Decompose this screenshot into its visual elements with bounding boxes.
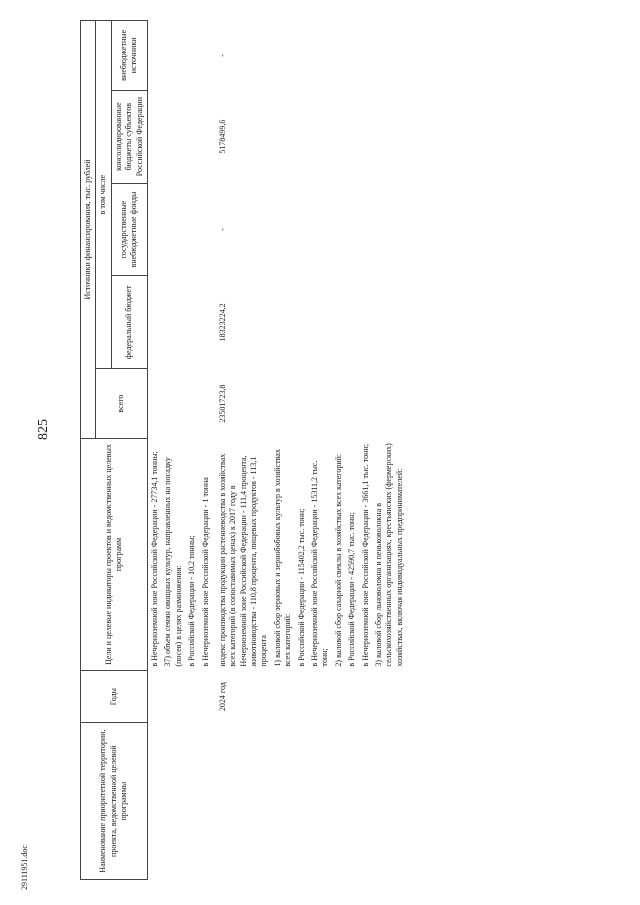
indicator-text: 2) валовой сбор сахарной свеклы в хозяйствах всех категорий: — [333, 453, 343, 667]
page-number: 825 — [36, 419, 51, 440]
header-name: Наименование приоритетной территории, проекта, ведомственной целевой программы — [81, 723, 148, 880]
header-including: в том числе — [96, 21, 111, 369]
header-state-funds: государственные внебюджетные фонды — [111, 183, 147, 276]
indicator-text: в Нечерноземной зоне Российской Федерации - 15311,2 тыс. тонн; — [310, 460, 330, 667]
indicator-text: в Российской Федерации - 42590,7 тыс. тонн; — [347, 512, 357, 667]
indicator-text: в Нечерноземной зоне Российской Федерации - 1 тонна — [200, 477, 210, 667]
header-goals: Цели и целевые индикаторы проектов и ведомственных целевых программ — [81, 438, 148, 670]
cell-extrabudget: - — [217, 54, 227, 57]
cell-total: 23501723,8 — [217, 384, 227, 423]
indicator-text: в Нечерноземной зоне Российской Федерации - 27734,1 тонны; — [149, 451, 159, 667]
cell-regional — [147, 90, 215, 183]
funding-table — [80, 20, 410, 880]
cell-name — [147, 723, 215, 880]
cell-name — [216, 723, 410, 880]
indicator-text: 37) объем семян овощных культур, направленных на посадку (посев) в целях размножения: — [163, 457, 183, 667]
cell-state-funds: - — [217, 228, 227, 231]
cell-regional: 5178499,6 — [217, 119, 227, 154]
table-row — [147, 21, 215, 880]
rotated-table-page — [80, 20, 600, 880]
indicator-text: 1) валовой сбор зерновых и зернобобовых культур в хозяйствах всех категорий: — [272, 449, 293, 667]
cell-year: 2024 год — [217, 682, 227, 712]
header-regional: консолидированные бюджеты субъектов Российской Федерации — [111, 90, 147, 183]
indicator-text: 3) валовой сбор льноволокна и пеньковолокна в сельскохозяйственных организациях, крестьянских (фермерских) хозяйствах, включая индивидуальных предпринимателей: — [373, 443, 404, 667]
indicator-text: в Российской Федерации - 115402,2 тыс. тонн; — [296, 508, 306, 667]
cell-federal: 18323224,2 — [217, 303, 227, 342]
table-row — [216, 21, 410, 880]
cell-indicators — [147, 438, 215, 670]
indicator-text: в Российской Федерации - 10,2 тонны; — [187, 535, 197, 667]
header-federal: федеральный бюджет — [111, 276, 147, 369]
indicator-text: индекс производства продукции растениеводства в хозяйствах всех категорий (в сопоставимых ценах) к 2017 году в Нечерноземной зоне Российской Федерации - 111,4 процента, животноводства - 110,8 процента, пищевых продуктов - 113,1 процента — [217, 453, 269, 667]
table-header — [81, 21, 148, 880]
cell-year — [147, 671, 215, 723]
cell-federal — [147, 276, 215, 369]
cell-state-funds — [147, 183, 215, 276]
header-funding-sources: Источники финансирования, тыс. рублей — [81, 21, 96, 439]
table-body — [147, 21, 410, 880]
document-footer: 29111951.doc — [20, 845, 29, 890]
header-total: всего — [96, 369, 148, 439]
indicator-text: в Нечерноземной зоне Российской Федерации - 3661,1 тыс. тонн; — [360, 444, 370, 667]
cell-total — [147, 369, 215, 439]
cell-indicators — [216, 438, 410, 670]
cell-extrabudget — [147, 21, 215, 91]
header-extrabudget: внебюджетные источники — [111, 21, 147, 91]
header-years: Годы — [81, 671, 148, 723]
